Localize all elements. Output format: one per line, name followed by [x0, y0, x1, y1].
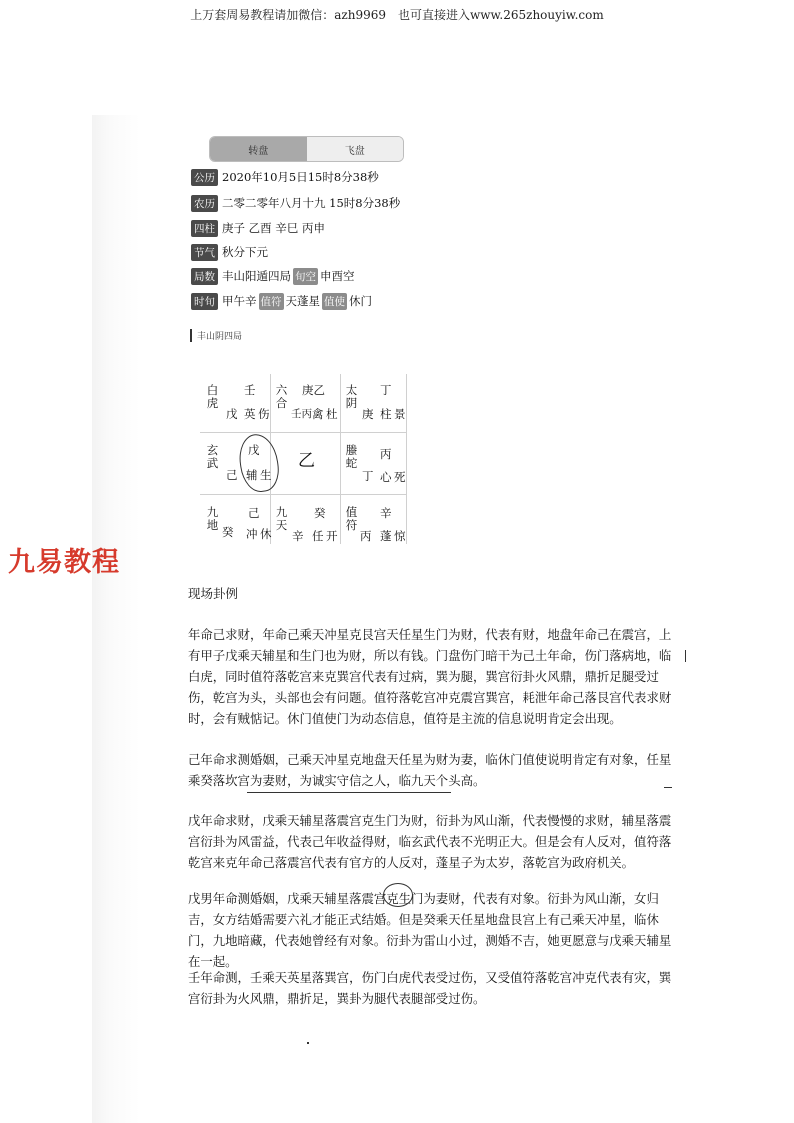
info-xun-label: 时旬 — [191, 293, 218, 310]
info-lunar-label: 农历 — [191, 195, 218, 212]
pen-circle-mark — [236, 432, 282, 495]
palace-3-heaven-stem: 丁 — [380, 383, 392, 397]
paragraph-2: 己年命求测婚姻，己乘天冲星克地盘天任星为财为妻，临休门值使说明肯定有对象，任星乘癸落坎宫为妻财，为诚实守信之人，临九天个头高。 — [188, 752, 672, 788]
grid-line — [200, 494, 407, 495]
palace-9-star: 蓬 — [380, 529, 392, 543]
info-xun-mid: 天蓬星 — [285, 294, 320, 308]
palace-9-stem: 丙 — [360, 529, 372, 543]
palace-4-door: 生 — [260, 468, 272, 482]
palace-6-god: 螣蛇 — [345, 443, 358, 470]
palace-7-star: 冲 — [246, 527, 258, 541]
info-ju-prefix: 丰山 — [222, 269, 245, 283]
palace-4-god: 玄武 — [206, 443, 219, 470]
paragraph-4: 戊男年命测婚姻，戊乘天辅星落震宫克生门为妻财，代表有对象。衍卦为风山渐，女归吉，女方结婚需要六礼才能正式结婚。但是癸乘天任星地盘艮宫上有己乘天冲星，临休门，九地暗藏，代表她曾经有对象。衍卦为雷山小过，测婚不吉，她更愿意与戊乘天辅星在一起。 — [188, 891, 672, 969]
palace-3-door: 景 — [394, 407, 406, 421]
palace-8-star: 任 — [312, 529, 324, 543]
palace-8-god: 九天 — [275, 505, 288, 532]
palace-4-star: 辅 — [246, 468, 258, 482]
info-ju-tag-value: 申酉空 — [320, 269, 355, 283]
paragraph-1: 年命己求财，年命己乘天冲星克艮宫天任星生门为财，代表有财，地盘年命己在震宫，上有甲子戊乘天辅星和生门也为财，所以有钱。门盘伤门暗干为己土年命，伤门落病地，临白虎，同时值符落乾宫来克巽宫代表有过病，巽为腿，巽宫衍卦火风鼎，鼎折足腿受过伤，乾宫为头，头部也会有问题。值符落乾宫冲克震宫巽宫，耗泄年命己落艮宫代表求财时，会有贼惦记。休门值使门为动态信息，值符是主流的信息说明肯定会出现。 — [188, 627, 672, 726]
qimen-grid — [200, 374, 408, 544]
palace-1-god: 白虎 — [206, 383, 219, 410]
grid-line — [340, 374, 341, 544]
palace-8-door: 开 — [326, 529, 338, 543]
palace-1-stem: 戊 — [226, 407, 238, 421]
info-solar-label: 公历 — [191, 169, 218, 186]
paragraph-3: 戊年命求财，戊乘天辅星落震宫克生门为财，衍卦为风山渐，代表慢慢的求财，辅星落震宫衍卦为风雷益，代表己年收益得财，临玄武代表不光明正大。但是会有人反对，值符落乾宫来克年命己落震宫代表有官方的人反对，蓬星子为太岁，落乾宫为政府机关。 — [188, 813, 672, 870]
pen-underline-mark — [247, 792, 451, 793]
info-solar-term-label: 节气 — [191, 244, 218, 261]
grid-line — [200, 432, 407, 433]
page-header: 上万套周易教程请加微信：azh9969 也可直接进入www.265zhouyiw.com — [190, 8, 604, 22]
chart-title: 丰山阴四局 — [190, 329, 242, 342]
info-pillars-label: 四柱 — [191, 220, 218, 237]
pen-circle-mark-2 — [383, 883, 413, 907]
info-lunar-value: 二零二零年八月十九 15时8分38秒 — [222, 196, 401, 210]
palace-2-stems: 壬丙 — [291, 408, 312, 420]
info-pillars-value: 庚子 乙酉 辛巳 丙申 — [222, 221, 325, 235]
info-solar-term — [191, 243, 268, 261]
palace-3-star: 柱 — [380, 407, 392, 421]
palace-2-heaven-stems: 庚乙 — [302, 383, 325, 397]
info-ju-tag: 旬空 — [293, 268, 318, 285]
tab-zhuanpan[interactable]: 转盘 — [210, 137, 307, 161]
scan-speck-mark-2 — [307, 1042, 309, 1044]
info-solar-value: 2020年10月5日15时8分38秒 — [222, 170, 379, 184]
palace-4-stem: 己 — [226, 468, 238, 482]
palace-7-stem: 癸 — [222, 525, 234, 539]
chart-tabs — [209, 136, 404, 162]
palace-7-door: 休 — [260, 527, 272, 541]
palace-8-heaven-stem: 癸 — [314, 506, 326, 520]
info-xun — [191, 292, 372, 310]
tab-feipan[interactable]: 飞盘 — [307, 137, 404, 161]
palace-3-god: 太阴 — [345, 383, 358, 410]
palace-6-stem: 丁 — [362, 469, 374, 483]
info-pillars — [191, 219, 325, 237]
palace-2-star: 禽 — [312, 407, 324, 421]
info-lunar — [191, 194, 400, 212]
palace-8-stem: 辛 — [292, 529, 304, 543]
info-xun-prefix: 甲午辛 — [222, 294, 257, 308]
palace-9-god: 值符 — [345, 505, 358, 532]
palace-3-stem: 庚 — [362, 407, 374, 421]
info-solar-term-value: 秋分下元 — [222, 245, 268, 259]
palace-6-star: 心 — [380, 470, 392, 484]
info-ju-label: 局数 — [191, 268, 218, 285]
palace-6-heaven-stem: 丙 — [380, 447, 392, 461]
info-xun-suffix: 休门 — [349, 294, 372, 308]
grid-line — [406, 374, 407, 544]
scan-speck-mark — [685, 650, 686, 662]
palace-2-door: 杜 — [326, 407, 338, 421]
pen-stroke-mark — [664, 787, 672, 788]
section-title: 现场卦例 — [188, 586, 239, 601]
info-xun-tag2: 值使 — [322, 293, 347, 310]
palace-6-door: 死 — [394, 470, 406, 484]
palace-4-heaven-stem: 戊 — [248, 443, 260, 457]
center-stem: 乙 — [298, 451, 315, 471]
info-ju-value: 阳遁四局 — [245, 269, 291, 283]
palace-9-door: 惊 — [394, 529, 406, 543]
info-ju — [191, 267, 355, 285]
palace-1-heaven-stem: 壬 — [244, 383, 256, 397]
paragraph-5: 壬年命测，壬乘天英星落巽宫，伤门白虎代表受过伤，又受值符落乾宫冲克代表有灾，巽宫衍卦为火风鼎，鼎折足，巽卦为腿代表腿部受过伤。 — [188, 970, 672, 1006]
palace-1-star: 英 — [244, 407, 256, 421]
info-solar — [191, 168, 379, 186]
palace-2-god: 六合 — [275, 383, 288, 410]
palace-7-god: 九地 — [206, 505, 219, 532]
palace-1-door: 伤 — [258, 407, 270, 421]
watermark-logo: 九易教程 — [8, 547, 120, 578]
palace-7-heaven-stem: 己 — [248, 506, 260, 520]
info-xun-tag1: 值符 — [259, 293, 284, 310]
palace-9-heaven-stem: 辛 — [380, 506, 392, 520]
